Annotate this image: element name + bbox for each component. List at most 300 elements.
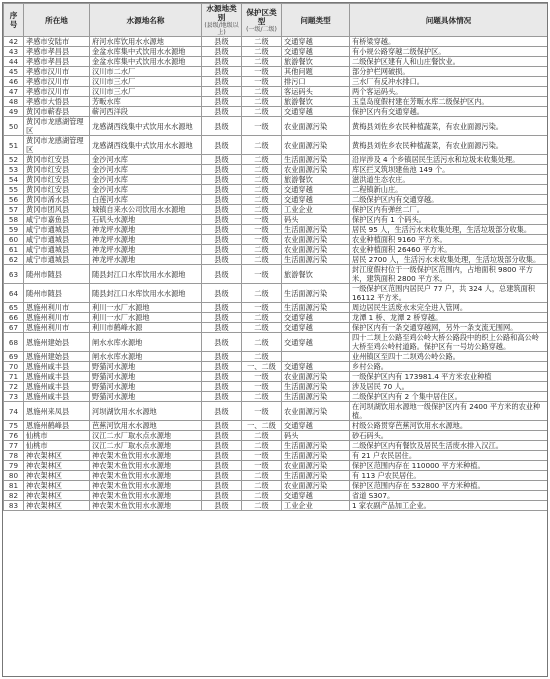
- table-row: [4, 97, 548, 107]
- row-source-level: 县级: [202, 47, 242, 57]
- row-source-level: 县级: [202, 107, 242, 117]
- table-row: [4, 362, 548, 372]
- row-issue-type: 旅游餐饮: [282, 97, 350, 107]
- row-location: 恩施州咸丰县: [24, 382, 90, 392]
- table-row: [4, 195, 548, 205]
- row-issue-detail: 有小规公路穿越二级保护区。: [350, 47, 548, 57]
- row-issue-detail: 四十二坝上公路至鸡公岭大桥公路段中的织上公路和高公岭大桥至鸡公岭村道路。保护区有一号坊公路穿越。: [350, 333, 548, 352]
- row-issue-detail: 1 家农副产品加工企业。: [350, 501, 548, 511]
- table-row: [4, 175, 548, 185]
- row-zone-type: 一级: [242, 451, 282, 461]
- row-issue-type: 码头: [282, 215, 350, 225]
- row-location: 恩施州利川市: [24, 303, 90, 313]
- row-issue-type: 农业面源污染: [282, 461, 350, 471]
- row-location: 恩施州建始县: [24, 352, 90, 362]
- row-number: 68: [4, 333, 24, 352]
- row-location: 咸宁市通城县: [24, 225, 90, 235]
- row-location: 咸宁市通城县: [24, 245, 90, 255]
- row-zone-type: 一级: [242, 215, 282, 225]
- row-zone-type: 一级: [242, 225, 282, 235]
- row-number: 74: [4, 402, 24, 421]
- row-source-name: 神农架木鱼饮用水水源地: [90, 461, 202, 471]
- row-number: 81: [4, 481, 24, 491]
- table-body: [4, 37, 548, 511]
- row-zone-type: 二级: [242, 155, 282, 165]
- table-row: [4, 491, 548, 501]
- table-row: [4, 284, 548, 303]
- row-source-level: 县级: [202, 313, 242, 323]
- row-number: 56: [4, 195, 24, 205]
- row-number: 62: [4, 255, 24, 265]
- row-number: 69: [4, 352, 24, 362]
- table-row: [4, 235, 548, 245]
- row-zone-type: 二级: [242, 392, 282, 402]
- row-source-level: 县级: [202, 136, 242, 155]
- row-issue-detail: 农业种植面积 9160 平方米。: [350, 235, 548, 245]
- row-issue-detail: 一级保护区内有 173981.4 平方米农业种植: [350, 372, 548, 382]
- row-source-name: 利川市鹤峰水源: [90, 323, 202, 333]
- row-zone-type: 一级: [242, 372, 282, 382]
- header-no: 序号: [4, 4, 24, 37]
- row-issue-type: 交通穿越: [282, 313, 350, 323]
- row-source-level: 县级: [202, 333, 242, 352]
- table-row: [4, 215, 548, 225]
- row-source-name: 白莲河水库: [90, 195, 202, 205]
- row-issue-detail: 滋洪道生态农庄。: [350, 175, 548, 185]
- row-source-name: 芳畈水库: [90, 97, 202, 107]
- row-source-name: 汉川市三水厂: [90, 87, 202, 97]
- row-source-name: 神龙坪水源地: [90, 245, 202, 255]
- table-row: [4, 431, 548, 441]
- row-source-level: 县级: [202, 421, 242, 431]
- row-zone-type: 二级: [242, 352, 282, 362]
- row-issue-detail: 沿岸涉及 4 个乡镇居民生活污水和垃圾未收集处理。: [350, 155, 548, 165]
- table-row: [4, 57, 548, 67]
- row-issue-type: 交通穿越: [282, 37, 350, 47]
- row-location: 神农架林区: [24, 451, 90, 461]
- row-source-level: 县级: [202, 441, 242, 451]
- table-row: [4, 255, 548, 265]
- table-row: [4, 77, 548, 87]
- row-number: 79: [4, 461, 24, 471]
- row-zone-type: 一、二级: [242, 421, 282, 431]
- row-issue-type: 生活面源污染: [282, 451, 350, 461]
- row-location: 随州市随县: [24, 284, 90, 303]
- row-source-name: 神农架木鱼饮用水水源地: [90, 471, 202, 481]
- row-location: 黄冈市浠水县: [24, 195, 90, 205]
- table-row: [4, 185, 548, 195]
- row-zone-type: 二级: [242, 431, 282, 441]
- row-number: 43: [4, 47, 24, 57]
- table-row: [4, 501, 548, 511]
- row-number: 80: [4, 471, 24, 481]
- row-source-level: 县级: [202, 402, 242, 421]
- table-row: [4, 136, 548, 155]
- row-location: 孝感市大悟县: [24, 97, 90, 107]
- row-location: 随州市随县: [24, 265, 90, 284]
- row-source-name: 汉江二水厂取水点水源地: [90, 441, 202, 451]
- row-issue-detail: 居民 95 人，生活污水未收集处理，生活垃圾部分收集。: [350, 225, 548, 235]
- table-row: [4, 421, 548, 431]
- row-issue-type: 生活面源污染: [282, 382, 350, 392]
- row-number: 66: [4, 313, 24, 323]
- row-source-name: 神龙坪水源地: [90, 255, 202, 265]
- row-issue-detail: 保护区内有 1 个码头。: [350, 215, 548, 225]
- row-source-name: 神农架木鱼饮用水水源地: [90, 451, 202, 461]
- row-source-name: 蕲河西洋段: [90, 107, 202, 117]
- row-zone-type: 二级: [242, 441, 282, 451]
- row-source-level: 县级: [202, 451, 242, 461]
- row-source-name: 利川一水厂水源地: [90, 313, 202, 323]
- row-zone-type: 一级: [242, 382, 282, 392]
- table-row: [4, 471, 548, 481]
- row-issue-type: 交通穿越: [282, 362, 350, 372]
- row-location: 神农架林区: [24, 461, 90, 471]
- table-row: [4, 155, 548, 165]
- row-zone-type: 二级: [242, 165, 282, 175]
- row-issue-detail: 有桥梁穿越。: [350, 37, 548, 47]
- row-source-level: 县级: [202, 471, 242, 481]
- row-number: 59: [4, 225, 24, 235]
- row-location: 孝感市汉川市: [24, 67, 90, 77]
- table-row: [4, 402, 548, 421]
- row-source-name: 金盆水库集中式饮用水水源地: [90, 47, 202, 57]
- row-number: 83: [4, 501, 24, 511]
- row-source-level: 县级: [202, 265, 242, 284]
- header-issue-type: 问题类型: [282, 4, 350, 37]
- row-source-name: 芭蕉河饮用水水源地: [90, 421, 202, 431]
- row-location: 孝感市孝昌县: [24, 47, 90, 57]
- row-number: 47: [4, 87, 24, 97]
- row-source-level: 县级: [202, 431, 242, 441]
- row-issue-detail: 二程镇新山庄。: [350, 185, 548, 195]
- table-row: [4, 265, 548, 284]
- row-location: 恩施州鹤峰县: [24, 421, 90, 431]
- row-issue-detail: 三水厂有反冲水排口。: [350, 77, 548, 87]
- row-issue-detail: 部分护栏网破损。: [350, 67, 548, 77]
- row-source-level: 县级: [202, 155, 242, 165]
- row-zone-type: 二级: [242, 107, 282, 117]
- row-zone-type: 二级: [242, 284, 282, 303]
- row-source-name: 龙感湖西线集中式饮用水水源地: [90, 117, 202, 136]
- row-number: 48: [4, 97, 24, 107]
- row-issue-detail: 龙潭 1 桥、龙潭 2 桥穿越。: [350, 313, 548, 323]
- row-source-name: 闸水水库水源地: [90, 352, 202, 362]
- row-zone-type: 二级: [242, 501, 282, 511]
- row-source-level: 县级: [202, 362, 242, 372]
- row-location: 恩施州咸丰县: [24, 392, 90, 402]
- row-issue-type: 码头: [282, 431, 350, 441]
- row-issue-detail: 省道 S307。: [350, 491, 548, 501]
- row-zone-type: 一级: [242, 67, 282, 77]
- row-issue-detail: 砂石码头。: [350, 431, 548, 441]
- row-location: 神农架林区: [24, 471, 90, 481]
- row-source-level: 县级: [202, 284, 242, 303]
- header-location: 所在地: [24, 4, 90, 37]
- row-number: 42: [4, 37, 24, 47]
- row-source-level: 县级: [202, 57, 242, 67]
- row-source-level: 县级: [202, 185, 242, 195]
- row-source-level: 县级: [202, 117, 242, 136]
- row-zone-type: 二级: [242, 313, 282, 323]
- row-issue-type: 交通穿越: [282, 195, 350, 205]
- row-source-name: 金沙河水库: [90, 165, 202, 175]
- row-source-level: 县级: [202, 87, 242, 97]
- row-issue-detail: 业州镇区至四十二坝鸡公岭公路。: [350, 352, 548, 362]
- row-issue-detail: 居民 2700 人，生活污水未收集处理，生活垃圾部分收集。: [350, 255, 548, 265]
- table-row: [4, 313, 548, 323]
- row-location: 黄冈市团风县: [24, 205, 90, 215]
- row-issue-type: 生活面源污染: [282, 255, 350, 265]
- table-row: [4, 37, 548, 47]
- row-number: 51: [4, 136, 24, 155]
- row-location: 仙桃市: [24, 441, 90, 451]
- row-source-name: 河坝湖饮用水水源地: [90, 402, 202, 421]
- row-issue-type: 农业面源污染: [282, 402, 350, 421]
- row-source-level: 县级: [202, 245, 242, 255]
- row-source-name: 野猫河水源地: [90, 362, 202, 372]
- row-issue-type: 交通穿越: [282, 323, 350, 333]
- row-issue-type: 农业面源污染: [282, 235, 350, 245]
- row-zone-type: 二级: [242, 185, 282, 195]
- row-source-name: 随县封江口水库饮用水水源地: [90, 265, 202, 284]
- row-issue-type: 交通穿越: [282, 491, 350, 501]
- row-source-name: 龙感湖西线集中式饮用水水源地: [90, 136, 202, 155]
- row-issue-type: 生活面源污染: [282, 284, 350, 303]
- row-zone-type: 二级: [242, 205, 282, 215]
- table-row: [4, 333, 548, 352]
- row-zone-type: 一级: [242, 461, 282, 471]
- document-page: [2, 2, 548, 677]
- row-source-name: 神农架木鱼饮用水水源地: [90, 491, 202, 501]
- table-row: [4, 117, 548, 136]
- row-issue-type: [282, 352, 350, 362]
- row-issue-type: 农业面源污染: [282, 481, 350, 491]
- row-issue-type: 生活面源污染: [282, 155, 350, 165]
- row-issue-type: 生活面源污染: [282, 392, 350, 402]
- row-zone-type: 一级: [242, 303, 282, 313]
- row-location: 恩施州建始县: [24, 333, 90, 352]
- table-row: [4, 245, 548, 255]
- row-location: 孝感市汉川市: [24, 77, 90, 87]
- row-number: 60: [4, 235, 24, 245]
- row-number: 63: [4, 265, 24, 284]
- row-source-name: 城镇自来水公司饮用水水源地: [90, 205, 202, 215]
- row-zone-type: 二级: [242, 333, 282, 352]
- row-zone-type: 二级: [242, 245, 282, 255]
- row-issue-detail: 保护区范围内存在 110000 平方米种植。: [350, 461, 548, 471]
- row-issue-type: 客运码头: [282, 87, 350, 97]
- row-zone-type: 二级: [242, 87, 282, 97]
- row-issue-detail: 有 113 户农民居住。: [350, 471, 548, 481]
- row-source-level: 县级: [202, 175, 242, 185]
- row-number: 77: [4, 441, 24, 451]
- row-number: 82: [4, 491, 24, 501]
- row-location: 黄冈市红安县: [24, 165, 90, 175]
- row-issue-type: 交通穿越: [282, 185, 350, 195]
- row-issue-type: 生活面源污染: [282, 303, 350, 313]
- header-source-level-title: 水源地类别: [206, 4, 237, 22]
- table-row: [4, 382, 548, 392]
- table-row: [4, 451, 548, 461]
- row-source-name: 金沙河水库: [90, 175, 202, 185]
- row-location: 孝感市安陆市: [24, 37, 90, 47]
- row-location: 黄冈市红安县: [24, 175, 90, 185]
- table-row: [4, 165, 548, 175]
- row-zone-type: 一级: [242, 402, 282, 421]
- row-location: 孝感市孝昌县: [24, 57, 90, 67]
- row-number: 70: [4, 362, 24, 372]
- row-number: 67: [4, 323, 24, 333]
- row-issue-detail: 二级保护区内有 2 个集中居住区。: [350, 392, 548, 402]
- row-source-name: 闸水水库水源地: [90, 333, 202, 352]
- table-header-row: [4, 4, 548, 37]
- row-zone-type: 一级: [242, 117, 282, 136]
- row-source-level: 县级: [202, 392, 242, 402]
- row-source-level: 县级: [202, 67, 242, 77]
- row-source-name: 金盆水库集中式饮用水水源地: [90, 57, 202, 67]
- water-source-issues-table: [3, 3, 548, 511]
- row-number: 65: [4, 303, 24, 313]
- row-issue-detail: 周边居民生活废水未完全进入管网。: [350, 303, 548, 313]
- row-zone-type: 二级: [242, 491, 282, 501]
- row-source-level: 县级: [202, 225, 242, 235]
- row-zone-type: 二级: [242, 323, 282, 333]
- row-number: 61: [4, 245, 24, 255]
- row-location: 孝感市汉川市: [24, 87, 90, 97]
- row-issue-detail: 有 21 户农民居住。: [350, 451, 548, 461]
- row-zone-type: 二级: [242, 97, 282, 107]
- row-issue-type: 旅游餐饮: [282, 57, 350, 67]
- row-issue-detail: 黄梅县刘佐乡农民种植蔬菜，有农业面源污染。: [350, 117, 548, 136]
- row-source-level: 县级: [202, 235, 242, 245]
- table-row: [4, 372, 548, 382]
- row-source-level: 县级: [202, 165, 242, 175]
- row-zone-type: 二级: [242, 47, 282, 57]
- row-issue-type: 工业企业: [282, 205, 350, 215]
- row-issue-type: 工业企业: [282, 501, 350, 511]
- row-source-name: 汉川市三水厂: [90, 77, 202, 87]
- table-row: [4, 441, 548, 451]
- row-number: 54: [4, 175, 24, 185]
- row-source-name: 利川一水厂水源地: [90, 303, 202, 313]
- table-row: [4, 87, 548, 97]
- table-row: [4, 107, 548, 117]
- row-zone-type: 一级: [242, 235, 282, 245]
- row-location: 咸宁市嘉鱼县: [24, 215, 90, 225]
- row-location: 恩施州咸丰县: [24, 372, 90, 382]
- row-source-level: 县级: [202, 352, 242, 362]
- header-zone-type-title: 保护区类型: [246, 7, 277, 26]
- table-row: [4, 47, 548, 57]
- row-location: 恩施州咸丰县: [24, 362, 90, 372]
- row-source-name: 野猫河水源地: [90, 382, 202, 392]
- row-zone-type: 二级: [242, 471, 282, 481]
- row-source-level: 县级: [202, 37, 242, 47]
- row-number: 72: [4, 382, 24, 392]
- row-source-level: 县级: [202, 77, 242, 87]
- row-issue-type: 旅游餐饮: [282, 175, 350, 185]
- row-location: 咸宁市通城县: [24, 255, 90, 265]
- row-location: 神农架林区: [24, 491, 90, 501]
- row-source-name: 神农架木鱼饮用水水源地: [90, 481, 202, 491]
- row-issue-type: 农业面源污染: [282, 136, 350, 155]
- row-number: 71: [4, 372, 24, 382]
- row-issue-detail: 在河坝湖饮用水源地一级保护区内有 2400 平方米的农业种植。: [350, 402, 548, 421]
- header-issue-detail: 问题具体情况: [350, 4, 548, 37]
- row-zone-type: 一级: [242, 77, 282, 87]
- row-issue-type: 交通穿越: [282, 421, 350, 431]
- row-zone-type: 一级: [242, 265, 282, 284]
- table-row: [4, 481, 548, 491]
- row-source-name: 府河水库饮用水水源地: [90, 37, 202, 47]
- row-source-level: 县级: [202, 501, 242, 511]
- row-source-level: 县级: [202, 461, 242, 471]
- row-issue-detail: 二级保护区建有人和山庄餐饮业。: [350, 57, 548, 67]
- header-source-name: 水源地名称: [90, 4, 202, 37]
- row-zone-type: 二级: [242, 481, 282, 491]
- row-location: 神农架林区: [24, 501, 90, 511]
- row-issue-detail: 涉及居民 70 人。: [350, 382, 548, 392]
- row-source-name: 随县封江口水库饮用水水源地: [90, 284, 202, 303]
- header-source-level: [202, 4, 242, 37]
- row-source-level: 县级: [202, 382, 242, 392]
- table-row: [4, 352, 548, 362]
- row-issue-detail: 保护区内有弹丝二厂。: [350, 205, 548, 215]
- row-issue-type: 农业面源污染: [282, 372, 350, 382]
- row-source-level: 县级: [202, 255, 242, 265]
- row-source-level: 县级: [202, 372, 242, 382]
- row-source-level: 县级: [202, 215, 242, 225]
- table-row: [4, 303, 548, 313]
- row-source-level: 县级: [202, 323, 242, 333]
- row-issue-type: 交通穿越: [282, 333, 350, 352]
- row-issue-detail: 保护区内有交通穿越。: [350, 107, 548, 117]
- row-location: 黄冈市龙感湖管理区: [24, 136, 90, 155]
- row-source-name: 神龙坪水源地: [90, 235, 202, 245]
- row-issue-detail: 玉皇岛度假村建在芳畈水库二级保护区内。: [350, 97, 548, 107]
- row-issue-type: 交通穿越: [282, 107, 350, 117]
- table-row: [4, 67, 548, 77]
- row-issue-detail: 二级保护区内有餐饮及居民生活废水排入汉江。: [350, 441, 548, 451]
- row-number: 44: [4, 57, 24, 67]
- row-location: 恩施州来凤县: [24, 402, 90, 421]
- table-row: [4, 461, 548, 471]
- row-number: 50: [4, 117, 24, 136]
- row-source-name: 金沙河水库: [90, 185, 202, 195]
- row-source-level: 县级: [202, 481, 242, 491]
- row-zone-type: 二级: [242, 136, 282, 155]
- row-location: 黄冈市蕲春县: [24, 107, 90, 117]
- row-source-level: 县级: [202, 205, 242, 215]
- row-location: 黄冈市红安县: [24, 185, 90, 195]
- row-number: 78: [4, 451, 24, 461]
- row-issue-detail: 两个客运码头。: [350, 87, 548, 97]
- row-number: 57: [4, 205, 24, 215]
- table-row: [4, 225, 548, 235]
- row-issue-type: 农业面源污染: [282, 117, 350, 136]
- row-location: 黄冈市红安县: [24, 155, 90, 165]
- row-source-name: 神农架木鱼饮用水水源地: [90, 501, 202, 511]
- row-issue-detail: 农业种植面积 26460 平方米。: [350, 245, 548, 255]
- row-zone-type: 一、二级: [242, 362, 282, 372]
- row-number: 45: [4, 67, 24, 77]
- row-issue-detail: 封江度假村位于一级保护区范围内，占地面积 9800 平方米，建筑面积 2800 平方米。: [350, 265, 548, 284]
- row-zone-type: 二级: [242, 195, 282, 205]
- row-issue-detail: 村级公路贯穿芭蕉河饮用水水源地。: [350, 421, 548, 431]
- row-issue-detail: 黄梅县刘佐乡农民种植蔬菜，有农业面源污染。: [350, 136, 548, 155]
- row-number: 73: [4, 392, 24, 402]
